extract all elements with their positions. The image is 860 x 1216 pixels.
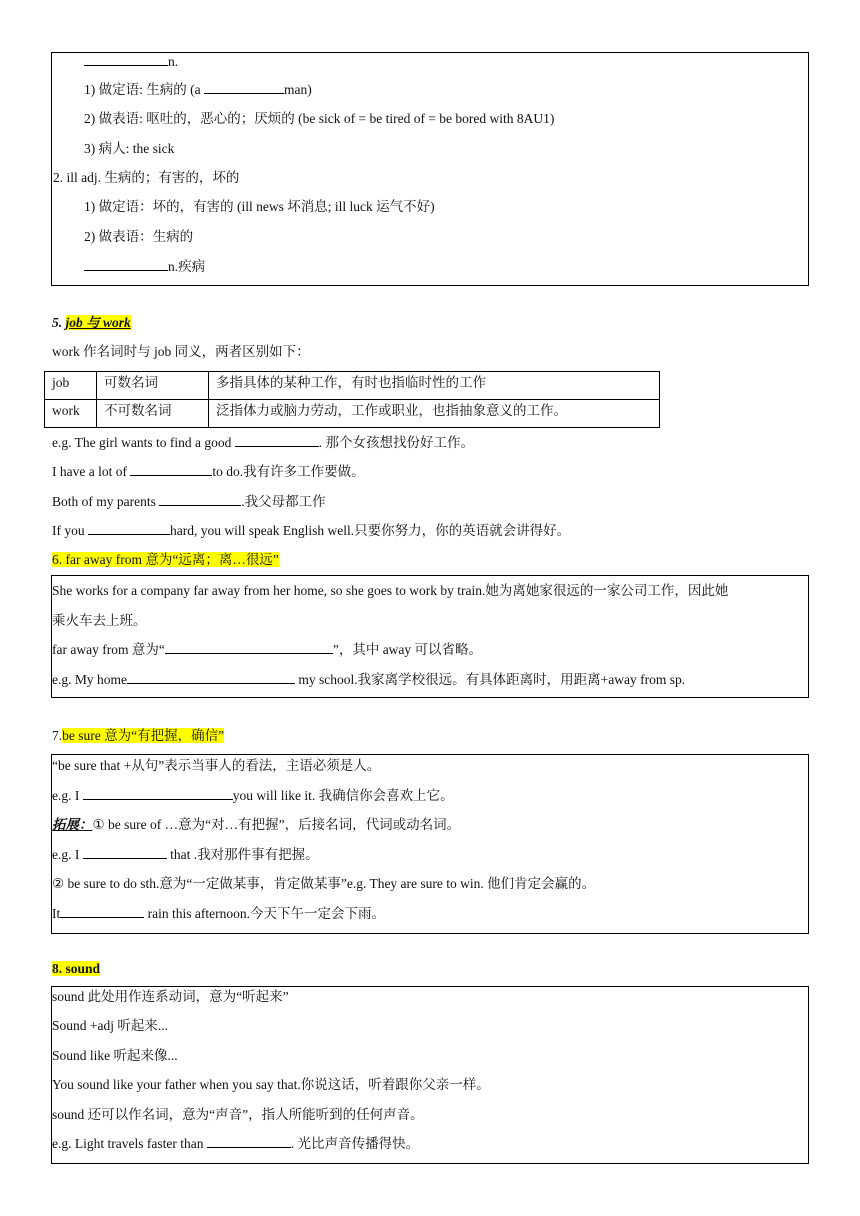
sick-noun-line: n. [84,53,178,71]
sound-example: You sound like your father when you say that.你说这话，听着跟你父亲一样。 [52,1077,490,1092]
answer-blank[interactable] [83,846,167,859]
be-sure-eg-3: It rain this afternoon.今天下午一定会下雨。 [52,906,385,921]
answer-blank[interactable] [235,434,319,447]
ill-heading-line: 2. ill adj. 生病的；有害的，坏的 [53,170,240,185]
job-example-4: If you hard, you will speak English well.只要你努力，你的英语就会讲得好。 [52,523,571,538]
far-away-example-cont: 乘火车去上班。 [52,613,147,628]
far-away-example: She works for a company far away from her home, so she goes to work by train.她为离她家很远的一家公司工作，因此她 [52,583,729,598]
table-cell: 泛指体力或脑力劳动，工作或职业，也指抽象意义的工作。 [209,400,660,428]
job-example-2: I have a lot of to do.我有许多工作要做。 [52,464,365,479]
answer-blank[interactable] [127,671,295,684]
section-5-intro: work 作名词时与 job 同义，两者区别如下： [52,344,310,359]
answer-blank[interactable] [130,463,212,476]
answer-blank[interactable] [84,53,168,66]
job-example-1: e.g. The girl wants to find a good . 那个女孩想找份好工作。 [52,435,474,450]
be-sure-eg-2: e.g. I that .我对那件事有把握。 [52,847,319,862]
answer-blank[interactable] [83,787,233,800]
far-away-eg: e.g. My home my school.我家离学校很远。有具体距离时，用距离+away from sp. [52,672,686,687]
table-row [45,372,660,400]
answer-blank[interactable] [159,493,241,506]
answer-blank[interactable] [207,1135,291,1148]
be-sure-extension: 拓展：① be sure of …意为“对…有把握”，后接名词，代词或动名词。 [52,817,461,832]
far-away-meaning: far away from 意为“ ”，其中 away 可以省略。 [52,642,483,657]
table-cell: work [45,400,97,428]
section-7-heading: 7.be sure 意为“有把握，确信” [52,728,225,743]
table-cell: job [45,372,97,400]
answer-blank[interactable] [165,641,333,654]
section-8-heading: 8. sound [52,961,101,976]
answer-blank[interactable] [204,81,284,94]
table-cell: 多指具体的某种工作，有时也指临时性的工作 [209,372,660,400]
ill-attributive-line: 1) 做定语：坏的，有害的 (ill news 坏消息; ill luck 运气不好) [84,199,435,214]
job-example-3: Both of my parents .我父母都工作 [52,494,326,509]
sound-noun-rule: sound 还可以作名词，意为“声音”，指人所能听到的任何声音。 [52,1107,424,1122]
sick-predicative-line: 2) 做表语: 呕吐的，恶心的；厌烦的 (be sick of = be tired of = be bored with 8AU1) [84,111,555,126]
sick-patient-line: 3) 病人: the sick [84,141,175,156]
be-sure-to-rule: ② be sure to do sth.意为“一定做某事，肯定做某事”e.g. They are sure to win. 他们肯定会赢的。 [52,876,596,891]
section-6-heading: 6. far away from 意为“远离；离…很远” [52,552,279,567]
ill-predicative-line: 2) 做表语：生病的 [84,229,194,244]
table-cell: 不可数名词 [97,400,209,428]
job-work-table [44,371,660,428]
sound-rule: sound 此处用作连系动词，意为“听起来” [52,989,289,1004]
answer-blank[interactable] [88,522,170,535]
sick-attributive-line: 1) 做定语: 生病的 (a man) [84,82,312,97]
table-row [45,400,660,428]
be-sure-eg-1: e.g. I you will like it. 我确信你会喜欢上它。 [52,788,454,803]
table-cell: 可数名词 [97,372,209,400]
ill-noun-line: n.疾病 [84,258,205,276]
be-sure-rule: “be sure that +从句”表示当事人的看法，主语必须是人。 [52,758,381,773]
sound-like: Sound like 听起来像... [52,1048,178,1063]
answer-blank[interactable] [60,905,144,918]
sound-eg: e.g. Light travels faster than . 光比声音传播得快。 [52,1136,420,1151]
sound-adj: Sound +adj 听起来... [52,1018,168,1033]
section-5-heading: 5. job 与 work [52,315,131,330]
answer-blank[interactable] [84,258,168,271]
